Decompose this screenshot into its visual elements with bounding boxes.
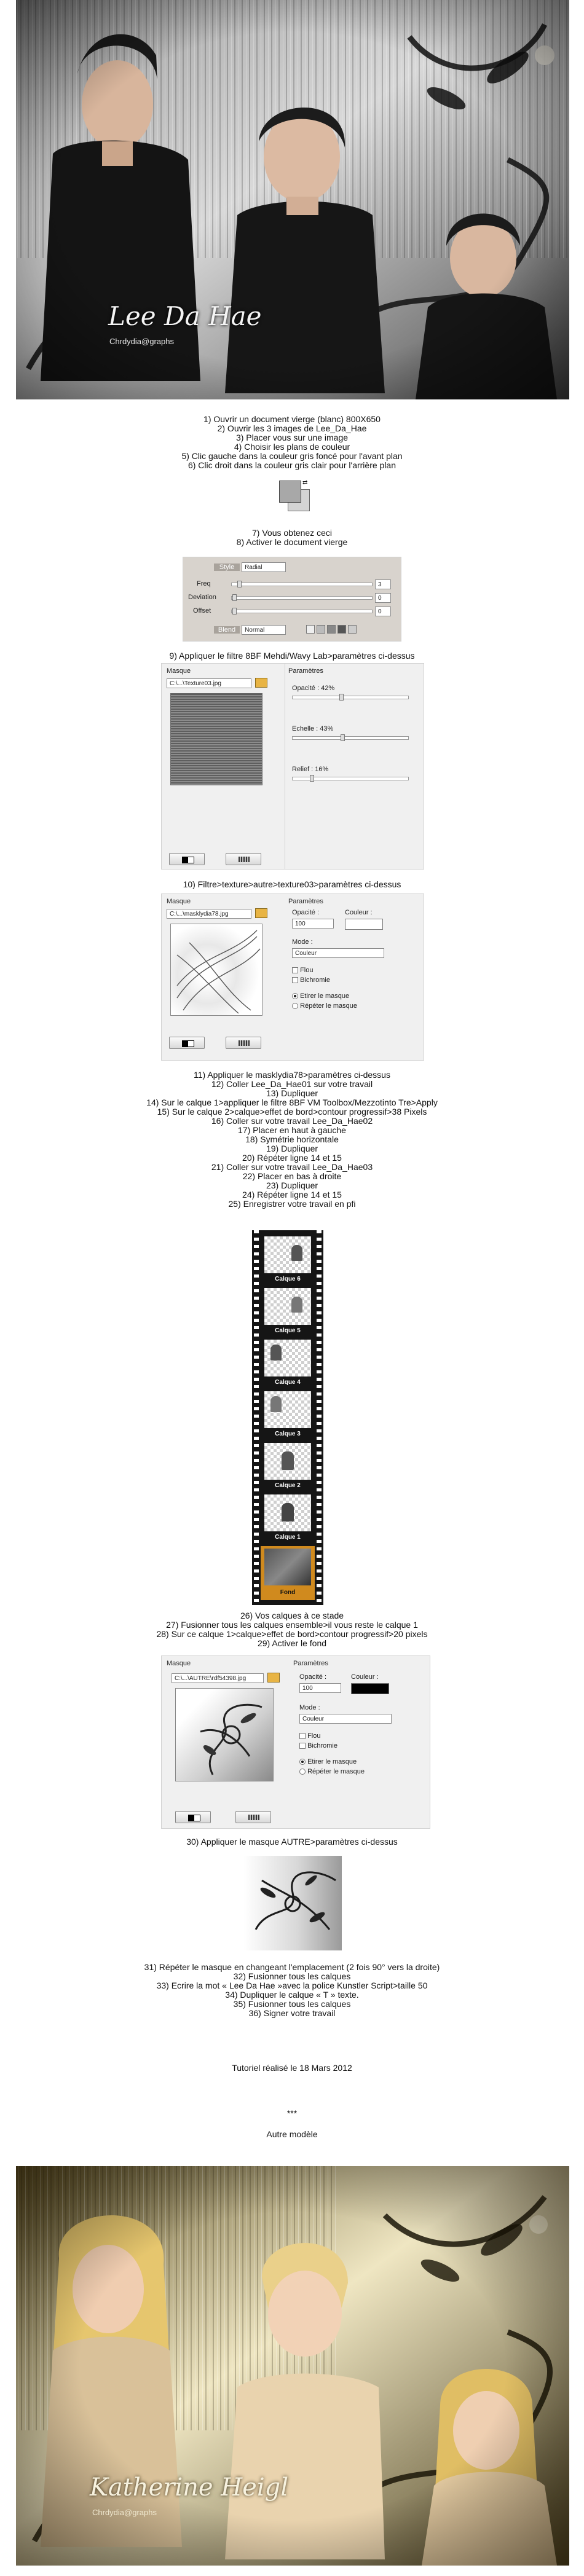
radio-label: Répéter le masque [307,1768,365,1775]
step-line: 15) Sur le calque 2>calque>effet de bord>contour progressif>38 Pixels [157,1107,427,1117]
color-picker[interactable] [351,1683,389,1694]
layer-thumbnail [264,1340,311,1376]
step-line: 1) Ouvrir un document vierge (blanc) 800X650 [203,414,381,424]
layer-item-fond[interactable] [261,1546,315,1600]
layer-thumbnail [264,1288,311,1325]
autre-modele-label: Autre modèle [266,2129,318,2139]
params-label: Paramètres [293,1660,328,1667]
scale-slider-label: Echelle : 43% [292,725,334,732]
blend-label: Blend [214,626,240,634]
step-line: 13) Dupliquer [266,1088,318,1098]
steps-1-6 [0,415,584,470]
style-select[interactable]: Radial [242,562,286,572]
invert-icon [182,1040,194,1047]
folder-icon[interactable] [255,908,267,918]
step-line: 17) Placer en haut à gauche [238,1125,346,1135]
step-line: 22) Placer en bas à droite [242,1171,342,1181]
banner-title: Lee Da Hae [108,301,262,331]
options-icon [248,1815,259,1820]
layer-item[interactable] [262,1338,314,1388]
layers-palette [252,1230,323,1605]
folder-icon[interactable] [255,678,267,688]
step-line: 11) Appliquer le masklydia78>paramètres ci-dessus [194,1070,390,1080]
footer-date: Tutoriel réalisé le 18 Mars 2012 [232,2063,352,2073]
step-line: 14) Sur le calque 1>appliquer le filtre 8BF VM Toolbox/Mezzotinto Tre>Apply [146,1098,438,1107]
bichromie-checkbox[interactable] [299,1743,306,1749]
layer-thumbnail [264,1236,311,1273]
opacity-slider[interactable] [292,696,409,699]
radio-label: Répéter le masque [300,1002,358,1010]
blur-checkbox[interactable] [292,967,298,973]
param-row [188,607,391,616]
radio-label: Etirer le masque [307,1758,357,1765]
params-label: Paramètres [288,667,323,675]
mask-result-preview [243,1856,342,1950]
blend-select[interactable]: Normal [242,625,286,635]
params-label: Paramètres [288,898,323,905]
color-label: Couleur : [351,1673,379,1681]
mask-pattern-artwork [171,924,262,1015]
banner-lee-da-hae [16,0,569,399]
layer-thumbnail-figure [291,1297,302,1313]
step-line: 36) Signer votre travail [248,2008,336,2018]
options-button[interactable] [226,1037,261,1049]
param-value[interactable]: 0 [375,607,391,616]
masque-label: Masque [167,898,191,905]
checkbox-label: Bichromie [307,1742,337,1749]
layer-label: Calque 2 [275,1482,301,1489]
step-line: 6) Clic droit dans la couleur gris clair pour l'arrière plan [187,460,397,470]
mask-panel-2 [161,1655,430,1829]
stretch-mask-radio[interactable] [299,1759,306,1765]
relief-slider-label: Relief : 16% [292,766,329,773]
layer-item[interactable] [262,1235,314,1284]
mask-pattern-artwork [176,1689,273,1781]
color-slots [306,625,357,635]
step-line: 2) Ouvrir les 3 images de Lee_Da_Hae [217,423,367,433]
mode-select[interactable]: Couleur [299,1714,392,1724]
step-line: 23) Dupliquer [266,1180,318,1190]
step-line: 33) Ecrire la mot « Lee Da Hae »avec la police Kunstler Script>taille 50 [156,1981,428,1990]
banner-katherine-heigl-artwork [16,2166,569,2566]
step-line: 28) Sur ce calque 1>calque>effet de bord>contour progressif>20 pixels [156,1629,428,1639]
step-line: 21) Coller sur votre travail Lee_Da_Hae03 [211,1162,373,1172]
checkbox-row [292,967,313,974]
invert-icon [188,1815,200,1821]
banner-title: Katherine Heigl [90,2473,289,2502]
mask-panel-1 [161,893,424,1061]
color-swatch [278,479,310,511]
options-button[interactable] [226,853,261,865]
checkbox-label: Flou [300,967,314,974]
radio-label: Etirer le masque [300,992,350,1000]
mode-label: Mode : [299,1704,320,1711]
banner-katherine-heigl [16,2166,569,2566]
param-value[interactable]: 3 [375,579,391,589]
color-picker[interactable] [345,919,383,930]
banner-credit: Chrdydia@graphs [92,2508,157,2517]
layer-label: Calque 4 [275,1379,301,1386]
options-icon [239,857,250,862]
checkbox-row [292,976,330,984]
layer-label: Fond [280,1589,296,1596]
layer-item[interactable] [262,1287,314,1336]
step-line: 29) Activer le fond [257,1638,327,1648]
steps-11-25 [0,1070,584,1209]
steps-26-29 [0,1611,584,1648]
color-slot[interactable] [306,625,315,634]
opacity-label: Opacité : [292,909,320,916]
step-line: 5) Clic gauche dans la couleur gris foncé pour l'avant plan [181,451,403,461]
step-line: 35) Fusionner tous les calques [233,1999,351,2009]
param-value[interactable]: 0 [375,593,391,603]
mask-file-field[interactable]: C:\...\AUTRE\rdf54398.jpg [172,1673,264,1683]
steps-31-36 [0,1963,584,2018]
layer-thumbnail [264,1549,311,1585]
style-row [214,562,286,572]
opacity-slider-thumb[interactable] [339,694,344,701]
param-slider-thumb[interactable] [237,581,242,587]
opacity-field[interactable]: 100 [292,919,334,929]
layer-thumbnail-figure [291,1245,302,1261]
foreground-color-swatch [279,481,301,503]
layer-thumbnail-figure [270,1396,282,1412]
scale-slider-thumb[interactable] [341,734,345,741]
param-row [188,593,391,603]
param-slider[interactable] [231,596,373,600]
checkbox-label: Bichromie [300,976,330,984]
stretch-mask-radio[interactable] [292,993,298,999]
style-label: Style [214,564,240,571]
masque-label: Masque [167,1660,191,1667]
texture-preview [170,693,262,785]
layer-thumbnail [264,1443,311,1480]
step-line: 26) Vos calques à ce stade [240,1611,344,1620]
options-button[interactable] [235,1811,271,1823]
radio-row [292,1002,357,1010]
param-label: Freq [197,580,211,587]
param-slider-thumb[interactable] [232,594,237,601]
param-label: Offset [193,607,211,615]
mask-result-artwork [243,1856,342,1950]
layer-label: Calque 6 [275,1276,301,1282]
layer-thumbnail-figure [282,1451,294,1470]
invert-button[interactable] [175,1811,211,1823]
checkbox-row [299,1742,337,1749]
color-label: Couleur : [345,909,373,916]
layer-thumbnail-figure [282,1503,294,1522]
blend-row [214,625,286,635]
layer-label: Calque 1 [275,1534,301,1541]
layer-item[interactable] [262,1442,314,1491]
banner-credit: Chrdydia@graphs [109,337,174,346]
step-line: 31) Répéter le masque en changeant l'emplacement (2 fois 90° vers la droite) [144,1962,440,1972]
step-line: 34) Dupliquer le calque « T » texte. [225,1990,359,2000]
banner-lee-da-hae-artwork [16,0,569,399]
swap-colors-icon: ⇄ [302,479,308,486]
step-line: 32) Fusionner tous les calques [233,1971,351,1981]
step-line: 7) Vous obtenez ceci [252,528,332,538]
layer-label: Calque 3 [275,1431,301,1437]
step-line: 20) Répéter ligne 14 et 15 [242,1153,342,1163]
texture-file-field[interactable]: C:\...\Texture03.jpg [167,678,251,688]
invert-button[interactable] [169,853,205,865]
step-line: 4) Choisir les plans de couleur [234,442,350,452]
mode-select[interactable]: Couleur [292,948,384,958]
texture-panel [161,663,424,870]
param-row [188,579,391,589]
param-slider[interactable] [231,610,373,613]
steps-7-8 [0,528,584,547]
layer-item[interactable] [262,1493,314,1542]
step-line: 24) Répéter ligne 14 et 15 [242,1190,342,1200]
step-line: 12) Coller Lee_Da_Hae01 sur votre travail [211,1079,373,1089]
repeat-mask-radio[interactable] [299,1769,306,1775]
step-line: 27) Fusionner tous les calques ensemble>il vous reste le calque 1 [166,1620,418,1630]
checkbox-row [299,1732,320,1740]
color-slot[interactable] [337,625,346,634]
layer-thumbnail [264,1494,311,1531]
separator: *** [286,2108,298,2118]
opacity-field[interactable]: 100 [299,1683,341,1693]
step-line: 19) Dupliquer [266,1144,318,1153]
mode-label: Mode : [292,938,313,946]
step-line: 16) Coller sur votre travail Lee_Da_Hae02 [211,1116,373,1126]
color-slot[interactable] [348,625,357,634]
opacity-label: Opacité : [299,1673,327,1681]
layer-item[interactable] [262,1390,314,1439]
invert-icon [182,857,194,863]
mask-file-field[interactable]: C:\...\masklydia78.jpg [167,909,251,919]
folder-icon[interactable] [267,1673,280,1683]
color-slot[interactable] [327,625,336,634]
film-holes-right [317,1230,322,1605]
checkbox-label: Flou [307,1732,321,1740]
color-slot[interactable] [317,625,325,634]
radio-row [299,1768,365,1775]
step-9: 9) Appliquer le filtre 8BF Mehdi/Wavy Lab>paramètres ci-dessus [169,651,415,661]
param-label: Deviation [188,594,216,601]
param-slider-thumb[interactable] [232,608,237,615]
step-30: 30) Appliquer le masque AUTRE>paramètres ci-dessus [186,1837,398,1847]
step-line: 8) Activer le document vierge [236,537,348,547]
relief-slider-thumb[interactable] [310,775,314,782]
wavy-lab-panel [183,557,401,642]
radio-row [299,1758,357,1765]
layer-label: Calque 5 [275,1327,301,1334]
blur-checkbox[interactable] [299,1733,306,1739]
step-line: 18) Symétrie horizontale [245,1134,339,1144]
options-icon [239,1040,250,1046]
mask-preview [175,1688,274,1781]
step-10: 10) Filtre>texture>autre>texture03>paramètres ci-dessus [183,879,401,889]
bichromie-checkbox[interactable] [292,977,298,983]
masque-label: Masque [167,667,191,675]
opacity-slider-label: Opacité : 42% [292,685,335,692]
invert-button[interactable] [169,1037,205,1049]
repeat-mask-radio[interactable] [292,1003,298,1009]
layer-thumbnail [264,1391,311,1428]
film-holes-left [254,1230,259,1605]
step-line: 3) Placer vous sur une image [235,433,349,442]
layer-thumbnail-figure [270,1345,282,1361]
step-line: 25) Enregistrer votre travail en pfi [228,1199,356,1209]
param-slider[interactable] [231,583,373,586]
mask-preview [170,924,262,1016]
radio-row [292,992,349,1000]
scale-slider[interactable] [292,736,409,740]
